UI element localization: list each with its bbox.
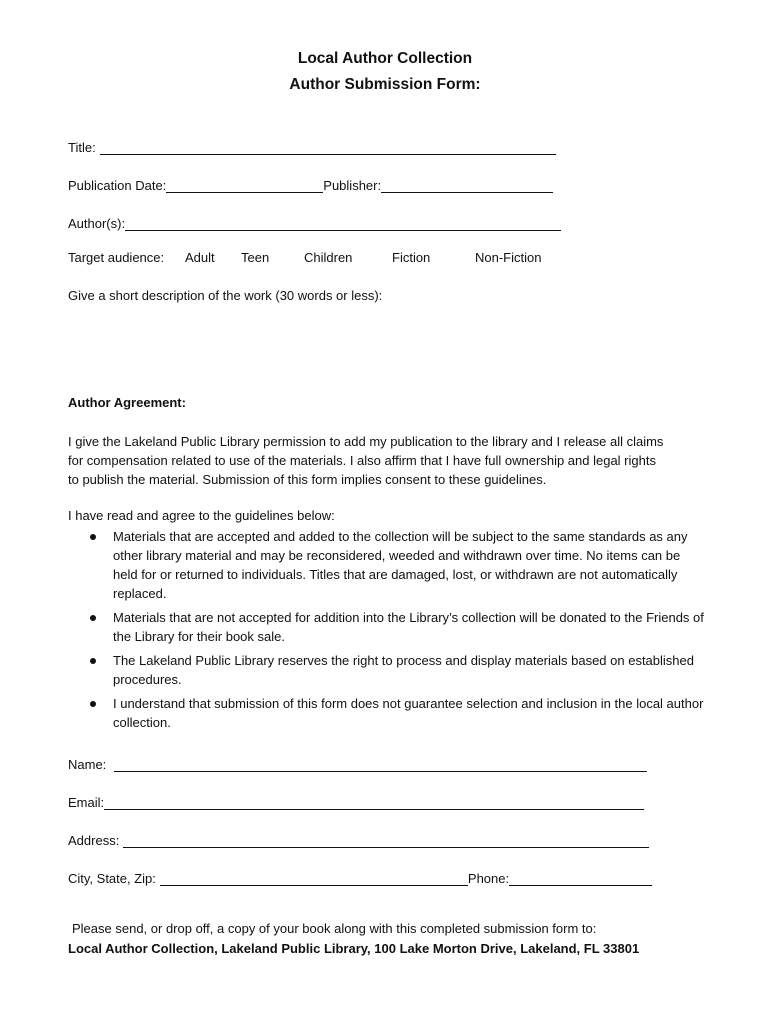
authors-row <box>68 211 561 231</box>
title-label: Title: <box>68 140 96 155</box>
city-state-zip-label: City, State, Zip: <box>68 871 156 886</box>
guideline-text: The Lakeland Public Library reserves the right to process and display materials based on established procedures. <box>113 653 694 687</box>
target-audience-label: Target audience: <box>68 250 165 265</box>
publication-date-label: Publication Date: <box>68 178 167 193</box>
bullet-icon <box>90 658 96 664</box>
guidelines-intro: I have read and agree to the guidelines below: <box>68 508 335 523</box>
submission-address: Local Author Collection, Lakeland Public Library, 100 Lake Morton Drive, Lakeland, FL 33801 <box>68 941 640 956</box>
description-label: Give a short description of the work (30 words or less): <box>68 288 383 303</box>
email-row <box>68 790 644 810</box>
guideline-text: Materials that are accepted and added to the collection will be subject to the same standards as any other library material and may be reconsidered, weeded and withdrawn over time. No items can be held for or returned to individuals. Titles that are damaged, lost, or withdrawn are not automatically replaced. <box>113 529 688 601</box>
form-subtitle: Author Submission Form: <box>289 76 481 93</box>
submission-instructions: Please send, or drop off, a copy of your book along with this completed submission form to: <box>72 921 597 936</box>
form-title: Local Author Collection <box>297 50 473 67</box>
address-field[interactable] <box>123 833 649 848</box>
email-label: Email: <box>68 795 105 810</box>
agreement-paragraph <box>68 432 708 489</box>
guideline-item <box>68 527 708 603</box>
publisher-field[interactable] <box>381 178 553 193</box>
email-field[interactable] <box>104 795 644 810</box>
address-row <box>68 828 649 848</box>
title-field[interactable] <box>100 140 556 155</box>
publisher-label: Publisher: <box>323 178 382 193</box>
title-row <box>68 135 556 155</box>
bullet-icon <box>90 615 96 621</box>
description-area[interactable] <box>68 310 708 385</box>
name-label: Name: <box>68 757 107 772</box>
phone-field[interactable] <box>509 871 652 886</box>
address-label: Address: <box>68 833 120 848</box>
bullet-icon <box>90 701 96 707</box>
guideline-text: Materials that are not accepted for addition into the Library’s collection will be donated to the Friends of the Library for their book sale. <box>113 610 704 644</box>
agreement-line: to publish the material. Submission of this form implies consent to these guidelines. <box>68 472 547 487</box>
guideline-item <box>68 651 708 689</box>
audience-option-adult[interactable]: Adult <box>185 250 215 265</box>
agreement-line: I give the Lakeland Public Library permission to add my publication to the library and I release all claims <box>68 434 664 449</box>
publication-row <box>68 173 553 193</box>
city-phone-row <box>68 866 652 886</box>
audience-option-teen[interactable]: Teen <box>241 250 270 265</box>
agreement-line: for compensation related to use of the materials. I also affirm that I have full ownership and legal rights <box>68 453 656 468</box>
audience-option-children[interactable]: Children <box>304 250 353 265</box>
audience-option-fiction[interactable]: Fiction <box>392 250 431 265</box>
bullet-icon <box>90 534 96 540</box>
publication-date-field[interactable] <box>166 178 323 193</box>
name-field[interactable] <box>114 757 647 772</box>
guideline-item <box>68 694 708 732</box>
agreement-heading: Author Agreement: <box>68 395 186 410</box>
city-state-zip-field[interactable] <box>160 871 468 886</box>
guideline-item <box>68 608 708 646</box>
name-row <box>68 752 647 772</box>
guidelines-list <box>68 527 708 737</box>
authors-field[interactable] <box>125 216 561 231</box>
guideline-text: I understand that submission of this form does not guarantee selection and inclusion in the local author collection. <box>113 696 704 730</box>
authors-label: Author(s): <box>68 216 126 231</box>
phone-label: Phone: <box>467 871 510 886</box>
audience-option-non-fiction[interactable]: Non-Fiction <box>475 250 542 265</box>
